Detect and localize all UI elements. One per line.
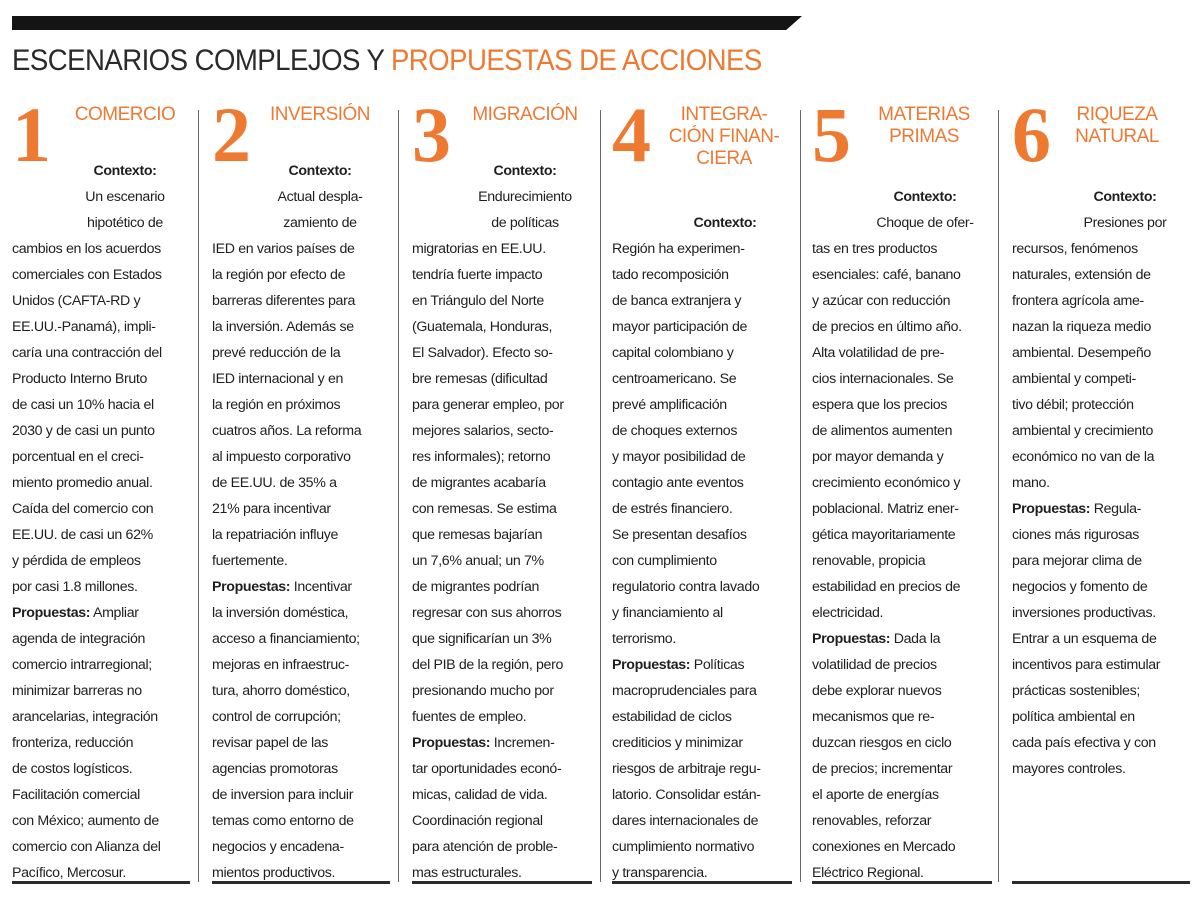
context-text: Región ha experimen- tado recomposición de banca extranjera y mayor participación de capital colombiano y centroamericano. Se prevé amplificación de choques externos y mayor posibilidad de contagio ante eventos de estrés financiero. Se presentan desafíos con cumplimiento regulatorio contra lavado y financiamiento al terrorismo.: [612, 241, 760, 647]
column-heading: INTEGRA- CIÓN FINAN- CIERA: [668, 104, 780, 169]
column-materias-primas: [812, 91, 992, 890]
context-label: Contexto:: [93, 163, 157, 179]
column-heading: COMERCIO: [74, 104, 176, 125]
context-text: IED en varios países de la región por efecto de barreras diferentes para la inversión. Además se prevé reducción de la IED internacional y en la región en próximos cuatros años. La reforma al impuesto corporativo de EE.UU. de 35% a 21% para incentivar la repatriación influye fuertemente.: [212, 241, 362, 569]
proposals-label: Propuestas:: [612, 657, 691, 673]
column-heading: MIGRACIÓN: [472, 104, 578, 125]
column-number: 3: [412, 91, 451, 178]
column-migracion: [412, 91, 592, 890]
column-body: [812, 158, 992, 886]
context-text: cambios en los acuerdos comerciales con Estados Unidos (CAFTA-RD y EE.UU.-Panamá), impli- caría una contracción del Producto Interno Bruto de casi un 10% hacia el 2030 y de casi un punto porcentual en el creci- miento promedio anual. Caída del comercio con EE.UU. de casi un 62% y pérdida de empleos por casi 1.8 millones.: [12, 241, 162, 595]
context-lead-text: Endurecimiento de políticas: [478, 189, 572, 231]
title-part-accent: PROPUESTAS DE ACCIONES: [390, 44, 762, 77]
top-decorative-bar: [12, 16, 802, 30]
context-text: recursos, fenómenos naturales, extensión de frontera agrícola ame- nazan la riqueza medio ambiental. Desempeño ambiental y competi- tivo débil; protección ambiental y crecimiento económico no van de la mano.: [1012, 241, 1155, 491]
context-label: Contexto:: [893, 189, 957, 205]
proposals-label: Propuestas:: [412, 735, 491, 751]
column-body: [212, 132, 390, 886]
column-bottom-rule: [612, 881, 792, 884]
context-label: Contexto:: [693, 215, 757, 231]
proposals-text: Ampliar agenda de integración comercio intrarregional; minimizar barreras no arancelarias, integración fronteriza, reducción de costos logísticos. Facilitación comercial con México; aumento de comercio con Alianza del Pacífico, Mercosur.: [12, 605, 161, 881]
proposals-label: Propuestas:: [812, 631, 891, 647]
column-body: [612, 184, 792, 886]
column-bottom-rule: [12, 881, 190, 884]
proposals-label: Propuestas:: [212, 579, 291, 595]
context-label: Contexto:: [288, 163, 352, 179]
context-label: Contexto:: [493, 163, 557, 179]
context-lead-text: Presiones por: [1083, 215, 1167, 231]
column-number: 5: [812, 91, 851, 178]
column-number: 6: [1012, 91, 1051, 178]
title-part-dark: ESCENARIOS COMPLEJOS Y: [12, 44, 391, 77]
column-comercio: [12, 91, 190, 890]
column-heading: RIQUEZA NATURAL: [1075, 104, 1159, 147]
proposals-label: Propuestas:: [12, 605, 91, 621]
page-title: [12, 44, 762, 78]
column-heading: INVERSIÓN: [270, 104, 371, 125]
column-heading: MATERIAS PRIMAS: [878, 104, 970, 147]
column-body: [412, 132, 592, 886]
context-label: Contexto:: [1093, 189, 1157, 205]
column-divider: [800, 110, 801, 882]
context-text: tas en tres productos esenciales: café, banano y azúcar con reducción de precios en último año. Alta volatilidad de pre- cios internacionales. Se espera que los precios de alimentos aumenten por mayor demanda y crecimiento económico y poblacional. Matriz ener- gética mayoritariamente renovable, propicia estabilidad en precios de electricidad.: [812, 241, 962, 621]
context-lead-text: Actual despla- zamiento de: [277, 189, 363, 231]
column-divider: [398, 110, 399, 882]
column-bottom-rule: [1012, 881, 1190, 884]
column-divider: [998, 110, 999, 882]
proposals-text: Dada la volatilidad de precios debe explorar nuevos mecanismos que re- duzcan riesgos en ciclo de precios; incrementar el aporte de energías renovables, reforzar conexiones en Mercado Eléctrico Regional.: [812, 631, 956, 881]
proposals-label: Propuestas:: [1012, 501, 1091, 517]
column-body: [12, 132, 190, 886]
column-integracion-financiera: [612, 91, 792, 890]
column-riqueza-natural: [1012, 91, 1190, 890]
column-bottom-rule: [212, 881, 390, 884]
proposals-text: Incentivar la inversión doméstica, acceso a financiamiento; mejoras en infraestruc- tura, ahorro doméstico, control de corrupción; revisar papel de las agencias promotoras de inversion para incluir temas como entorno de negocios y encadena- mientos productivos.: [212, 579, 360, 881]
column-divider: [198, 110, 199, 882]
proposals-text: Políticas macroprudenciales para estabilidad de ciclos crediticios y minimizar riesgos de arbitraje regu- latorio. Consolidar están- dares internacionales de cumplimiento normativo y transparencia.: [612, 657, 761, 881]
column-inversion: [212, 91, 390, 890]
proposals-text: Regula- ciones más rigurosas para mejorar clima de negocios y fomento de inversiones productivas. Entrar a un esquema de incentivos para estimular prácticas sostenibles; política ambiental en cada país efectiva y con mayores controles.: [1012, 501, 1161, 777]
column-divider: [600, 110, 601, 882]
column-number: 1: [12, 91, 51, 178]
column-body: [1012, 158, 1190, 782]
column-bottom-rule: [812, 881, 992, 884]
column-number: 4: [612, 91, 651, 178]
context-text: migratorias en EE.UU. tendría fuerte impacto en Triángulo del Norte (Guatemala, Honduras, El Salvador). Efecto so- bre remesas (dificultad para generar empleo, por mejores salarios, secto- res informales); retorno de migrantes acabaría con remesas. Se estima que remesas bajarían un 7,6% anual; un 7% de migrantes podrían regresar con sus ahorros que significarían un 3% del PIB de la región, pero presionando mucho por fuentes de empleo.: [412, 241, 564, 725]
proposals-text: Incremen- tar oportunidades econó- micas, calidad de vida. Coordinación regional para atención de proble- mas estructurales.: [412, 735, 562, 881]
context-lead-text: Choque de ofer-: [876, 215, 974, 231]
context-lead-text: Un escenario hipotético de: [85, 189, 165, 231]
column-number: 2: [212, 91, 251, 178]
column-bottom-rule: [412, 881, 592, 884]
